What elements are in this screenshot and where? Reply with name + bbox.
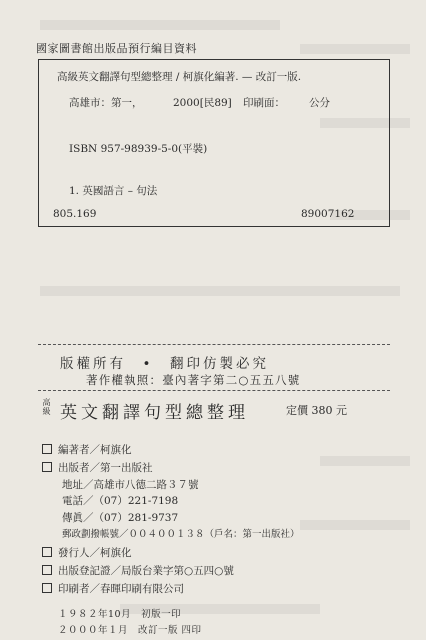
cip-heading: 國家圖書館出版品預行編目資料 — [36, 42, 197, 55]
cip-publication-year: 2000[民89] — [173, 97, 232, 109]
author-line — [42, 442, 132, 457]
issuer-text: 發行人／柯旗化 — [58, 547, 132, 559]
copyright-certificate: 著作權執照：臺內著字第二○五五八號 — [86, 373, 301, 387]
series-label: 高級 — [42, 398, 51, 416]
checkbox-square-icon — [42, 462, 52, 472]
phone-line: 電話／（07）221-7198 — [62, 495, 179, 507]
checkbox-square-icon — [42, 565, 52, 575]
checkbox-square-icon — [42, 547, 52, 557]
cip-title-line: 高級英文翻譯句型總整理 / 柯旗化編著. — 改訂一版. — [57, 71, 302, 83]
fax-line: 傳眞／（07）281-9737 — [62, 512, 179, 524]
cip-record-box — [38, 59, 390, 227]
registration-line — [42, 563, 234, 578]
printer-text: 印刷者／春暉印刷有限公司 — [58, 583, 184, 595]
publisher-line — [42, 460, 153, 475]
dashed-divider-top — [38, 344, 390, 345]
cip-class-number: 805.169 — [53, 208, 97, 220]
cip-unit: 公分 — [309, 97, 330, 109]
cip-isbn: ISBN 957-98939-5-0(平裝) — [69, 143, 208, 155]
dashed-divider-bottom — [38, 390, 390, 391]
checkbox-square-icon — [42, 583, 52, 593]
address-line: 地址／高雄市八德二路３７號 — [62, 479, 199, 491]
checkbox-square-icon — [42, 444, 52, 454]
postal-account-line: 郵政劃撥帳號／００４００１３８（戶名：第一出版社） — [62, 529, 300, 540]
cip-publication-city: 高雄市：第一， — [69, 97, 143, 109]
rights-reserved: 版權所有 • 翻印仿製必究 — [60, 356, 269, 372]
cip-subject: 1. 英國語言 – 句法 — [69, 185, 158, 197]
revised-edition-date: ２０００年１月 改訂一版 四印 — [58, 625, 202, 636]
printer-line — [42, 581, 184, 596]
cip-print-label: 印刷面： — [243, 97, 285, 109]
book-price: 定價 380 元 — [286, 404, 347, 417]
first-edition-date: １９８２年10月 初版一印 — [58, 609, 182, 620]
publisher-text: 出版者／第一出版社 — [58, 462, 153, 474]
author-text: 編著者／柯旗化 — [58, 444, 132, 456]
registration-text: 出版登記證／局版台業字第○五四○號 — [58, 565, 234, 577]
book-title: 英文翻譯句型總整理 — [60, 403, 249, 423]
issuer-line — [42, 545, 132, 560]
cip-record-number: 89007162 — [301, 208, 355, 220]
